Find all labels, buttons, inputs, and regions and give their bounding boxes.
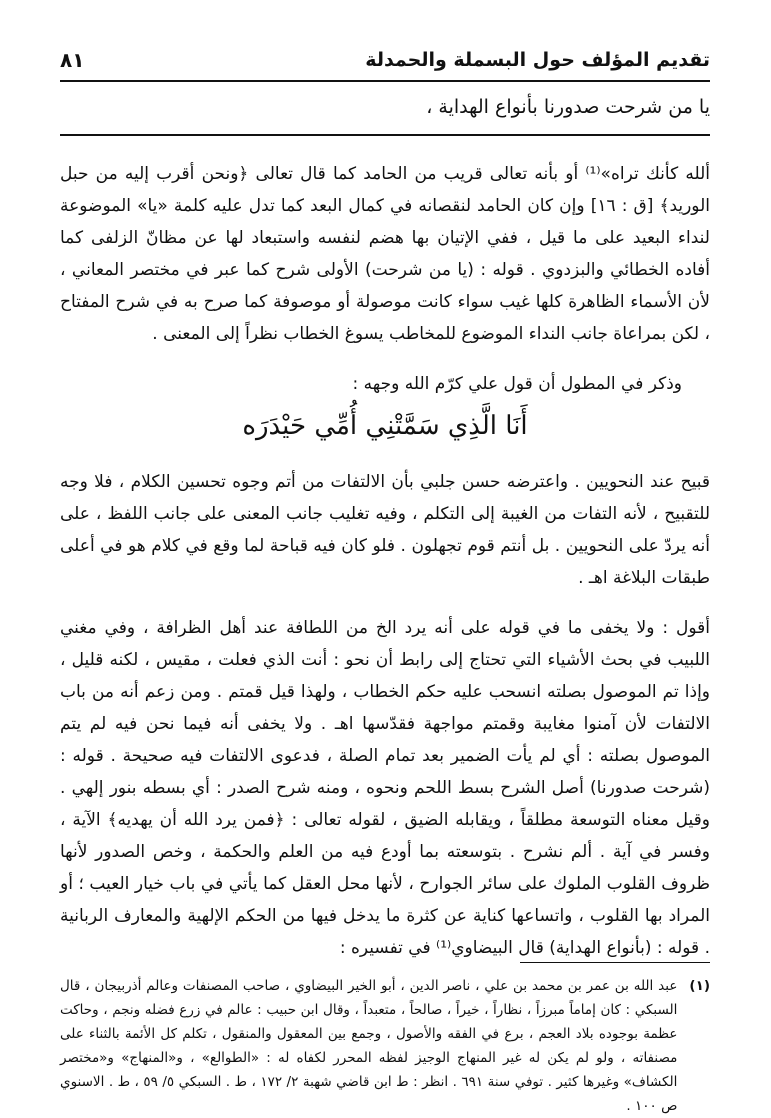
- paragraph-4: أقول : ولا يخفى ما في قوله على أنه يرد الخ من اللطافة عند أهل الظرافة ، وفي مغني اللبيب في بحث الأشياء التي تحتاج إلى رابط أن نحو : أنت الذي فعلت ، مقيس ، لكنه قليل ، وإذا تم الموصول بصلته انسحب عليه حكم الخطاب ، ولهذا قيل قمتم . ومن زعم أنه من باب الالتفات لأن آمنوا مغايبة وقمتم مواجهة فقدّسها اهـ . ولا يخفى أنه فيما نحن فيه لم يتم الموصول بصلته : أي لم يأت الضمير بعد تمام الصلة ، فدعوى الالتفات فيه صحيحة . قوله : (شرحت صدورنا) أصل الشرح بسط اللحم ونحوه ، ومنه شرح الصدر : أي بسطه بنور إلهي . وقيل معناه التوسعة مطلقاً ، ويقابله الضيق ، لقوله تعالى : ﴿فمن يرد الله أن يهديه﴾ الآية ، وفسر في آية . ألم نشرح . بتوسعته بما أودع فيه من العلم والحكمة ، وخص الصدور لأنها ظروف القلوب الملوك على سائر الجوارح ، لأنها محل العقل كما يأتي في باب خيار العيب ؛ أو المراد بها القلوب ، واتساعها كناية عن كثرة ما يدخل فيها من الحكم الإلهية والمعارف الربانية . قوله : (بأنواع الهداية) قال البيضاوي⁽¹⁾ في تفسيره :: [60, 618, 710, 958]
- poetry-verse: أَنَا الَّذِي سَمَّتْنِي أُمِّي حَيْدَرَه: [242, 411, 528, 441]
- footnote-divider: [520, 962, 710, 963]
- running-title: تقديم المؤلف حول البسملة والحمدلة: [365, 49, 710, 71]
- lead-divider: [60, 134, 710, 136]
- lead-text-line: يا من شرحت صدورنا بأنواع الهداية ،: [426, 96, 710, 118]
- footnote-marker: (١): [689, 978, 710, 994]
- main-text: [60, 158, 710, 982]
- book-page: [60, 40, 710, 1114]
- paragraph-2: وذكر في المطول أن قول علي كرّم الله وجهه :: [352, 374, 682, 394]
- footnote: [60, 974, 710, 1118]
- paragraph-3: قبيح عند النحويين . واعترضه حسن جلبي بأن الالتفات من أتم وجوه تحسين الكلام ، فلا وجه للتقبيح ، لأنه التفات من الغيبة إلى التكلم ، وفيه تغليب جانب المعنى على جانب اللفظ ، على أنه يردّ على النحويين . بل أنتم قوم تجهلون . فلو كان فيه قباحة لما وقع في كلام هو في أعلى طبقات البلاغة اهـ .: [60, 472, 710, 588]
- page-header: [60, 40, 710, 82]
- paragraph-1: ألله كأنك تراه»⁽¹⁾ أو بأنه تعالى قريب من الحامد كما قال تعالى ﴿ونحن أقرب إليه من حبل الوريد﴾ [ق : ١٦] وإن كان الحامد لنقصانه في كمال البعد كما تدل عليه كلمة «يا» الموضوعة لنداء البعيد على ما قيل ، ففي الإتيان بها هضم لنفسه واستبعاد لها عن مظانّ الزلفى كما أفاده الخطائي والبزدوي . قوله : (يا من شرحت) الأولى شرح كما عبر في مختصر المعاني ، لأن الأسماء الظاهرة كلها غيب سواء كانت موصولة أو موصوفة كما صرح به في شرح المفتاح ، لكن بمراعاة جانب النداء الموضوع للمخاطب يسوغ الخطاب نظراً إلى المعنى .: [60, 164, 710, 344]
- page-number: ٨١: [60, 48, 85, 72]
- footnote-text: عبد الله بن عمر بن محمد بن علي ، ناصر الدين ، أبو الخير البيضاوي ، صاحب المصنفات وعالم أذربيجان ، قال السبكي : كان إماماً مبرزاً ، نظاراً ، خيراً ، صالحاً ، متعبداً ، وقال ابن حبيب : عالم في زرع فضله ونجم ، وحاكت عظمة بوجوده بلاد العجم ، برع في الفقه والأصول ، وجمع بين المعقول والمنقول ، تكلم كل الأئمة بالثناء على مصنفاته ، ولو لم يكن له غير المنهاج الوجيز لفظه المحرر لكفاه له : «الطوالع» ، و«المنهاج» و«مختصر الكشاف» وغيرها كثير . توفي سنة ٦٩١ . انظر : ط ابن قاضي شهبة ٢/ ١٧٢ ، ط . السبكي ٥/ ٥٩ ، ط . الاسنوي ص ١٠٠ .: [60, 978, 678, 1114]
